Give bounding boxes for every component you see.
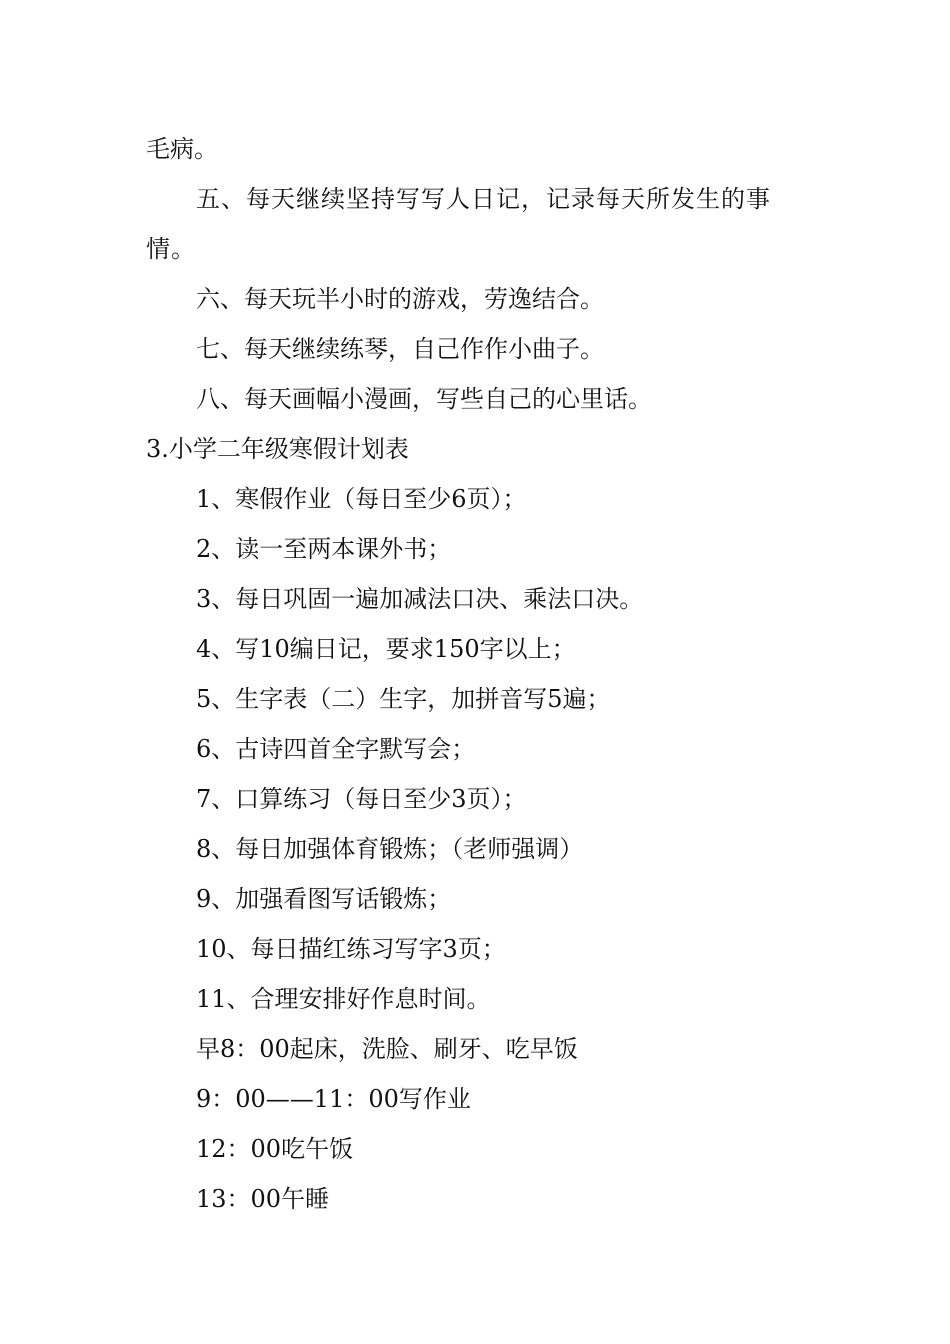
- plan-item-5: 5、生字表（二）生字，加拼音写5遍；: [196, 685, 611, 713]
- schedule-item-nap: 13：00午睡: [196, 1185, 330, 1213]
- plan-item-1: 1、寒假作业（每日至少6页）；: [196, 485, 527, 513]
- plan-item-3: 3、每日巩固一遍加减法口决、乘法口决。: [196, 585, 644, 613]
- paragraph-item-5: 五、每天继续坚持写写人日记，记录每天所发生的事情。: [146, 185, 771, 263]
- plan-item-11: 11、合理安排好作息时间。: [196, 985, 491, 1013]
- paragraph-continuation: 毛病。: [146, 135, 218, 163]
- schedule-item-homework: 9：00——11：00写作业: [196, 1085, 471, 1113]
- plan-item-6: 6、古诗四首全字默写会；: [196, 735, 476, 763]
- schedule-item-morning: 早8：00起床，洗脸、刷牙、吃早饭: [196, 1035, 578, 1063]
- plan-item-7: 7、口算练习（每日至少3页）；: [196, 785, 527, 813]
- section-heading: 3.小学二年级寒假计划表: [146, 435, 409, 463]
- paragraph-item-6: 六、每天玩半小时的游戏，劳逸结合。: [196, 285, 604, 313]
- paragraph-item-7: 七、每天继续练琴，自己作作小曲子。: [196, 335, 604, 363]
- schedule-item-lunch: 12：00吃午饭: [196, 1135, 354, 1163]
- plan-item-2: 2、读一至两本课外书；: [196, 535, 452, 563]
- document-body: [146, 124, 816, 1224]
- plan-item-8: 8、每日加强体育锻炼；（老师强调）: [196, 835, 584, 863]
- plan-item-9: 9、加强看图写话锻炼；: [196, 885, 452, 913]
- paragraph-item-8: 八、每天画幅小漫画，写些自己的心里话。: [196, 385, 652, 413]
- plan-item-10: 10、每日描红练习写字3页；: [196, 935, 506, 963]
- plan-item-4: 4、写10编日记，要求150字以上；: [196, 635, 576, 663]
